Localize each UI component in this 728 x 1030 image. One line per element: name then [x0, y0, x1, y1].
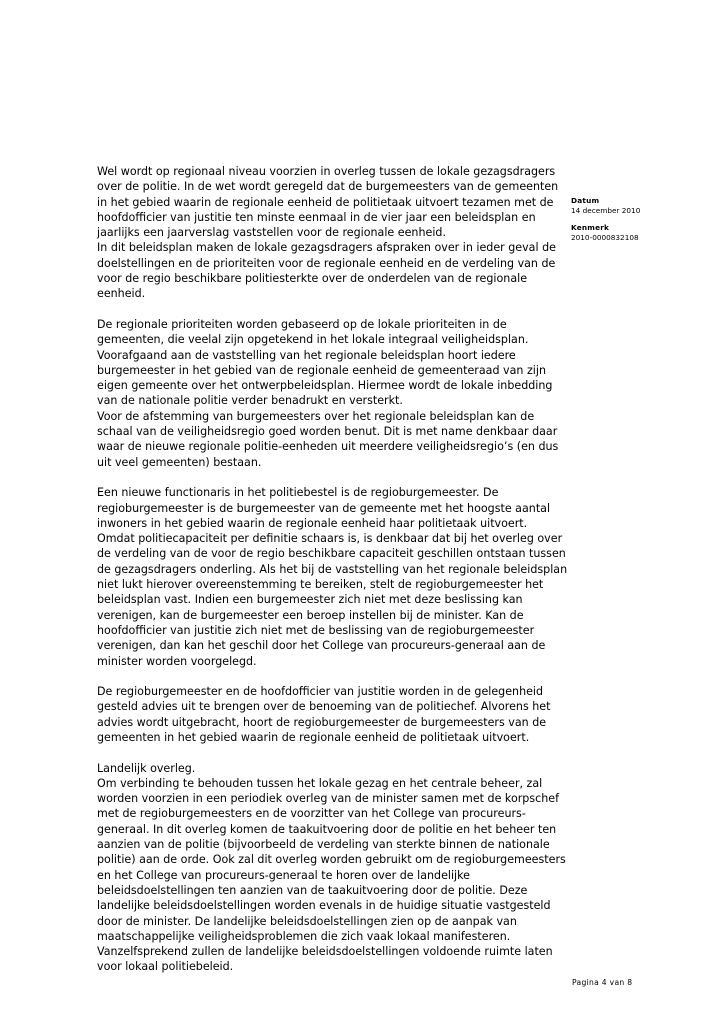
text-line: voor de regio beschikbare politiesterkte over de onderdelen van de regionale: [97, 272, 528, 286]
kenmerk-block: [571, 223, 691, 243]
text-line: maatschappelijke veiligheidsproblemen die zich vaak lokaal manifesteren.: [97, 929, 511, 943]
paragraph: [97, 485, 572, 669]
text-line: uit veel gemeenten) bestaan.: [97, 455, 262, 469]
text-line: regioburgemeester is de burgemeester van de gemeente met het hoogste aantal: [97, 501, 551, 515]
paragraph: [97, 684, 572, 745]
text-line: voor lokaal politiebeleid.: [97, 960, 234, 974]
text-line: Een nieuwe functionaris in het politiebestel is de regioburgemeester. De: [97, 486, 499, 500]
paragraph: [97, 317, 572, 470]
text-line: in het gebied waarin de regionale eenheid de politietaak uitvoert tezamen met de: [97, 195, 554, 209]
datum-block: [571, 196, 691, 216]
text-line: Omdat politiecapaciteit per definitie schaars is, is denkbaar dat bij het overleg over: [97, 532, 563, 546]
text-line: jaarlijks een jaarverslag vaststellen voor de regionale eenheid.: [97, 226, 446, 240]
text-line: advies wordt uitgebracht, hoort de regioburgemeester de burgemeesters van de: [97, 715, 547, 729]
text-line: verenigen, dan kan het geschil door het College van procureurs-generaal aan de: [97, 639, 546, 653]
text-line: aanzien van de politie (bijvoorbeeld de verdeling van sterkte binnen de nationale: [97, 838, 550, 852]
text-line: schaal van de veiligheidsregio goed worden benut. Dit is met name denkbaar daar: [97, 425, 558, 439]
text-line: gemeenten, die veelal zijn opgetekend in het lokale integraal veiligheidsplan.: [97, 333, 529, 347]
text-line: gemeenten in het gebied waarin de regionale eenheid de politietaak uitvoert.: [97, 730, 530, 744]
text-line: Wel wordt op regionaal niveau voorzien in overleg tussen de lokale gezagsdragers: [97, 165, 556, 178]
text-line: door de minister. De landelijke beleidsdoelstellingen zien op de aanpak van: [97, 914, 517, 928]
text-line: inwoners in het gebied waarin de regionale eenheid haar politietaak uitvoert.: [97, 516, 528, 530]
text-line: Om verbinding te behouden tussen het lokale gezag en het centrale beheer, zal: [97, 776, 543, 790]
text-line: In dit beleidsplan maken de lokale gezagsdragers afspraken over in ieder geval de: [97, 241, 556, 255]
text-line: worden voorzien in een periodiek overleg van de minister samen met de korpschef: [97, 792, 559, 806]
text-line: de gezagsdragers onderling. Als het bij de vaststelling van het regionale beleidsplan: [97, 562, 568, 576]
text-line: Voorafgaand aan de vaststelling van het regionale beleidsplan hoort iedere: [97, 348, 516, 362]
text-line: minister worden voorgelegd.: [97, 654, 257, 668]
page-number: Pagina 4 van 8: [572, 978, 633, 987]
text-line: De regionale prioriteiten worden gebaseerd op de lokale prioriteiten in de: [97, 317, 507, 331]
paragraph: [97, 164, 572, 302]
kenmerk-value: 2010-0000832108: [571, 233, 639, 242]
text-line: beleidsplan vast. Indien een burgemeester zich niet met deze beslissing kan: [97, 593, 523, 607]
text-line: de verdeling van de voor de regio beschikbare capaciteit geschillen ontstaan tussen: [97, 547, 566, 561]
text-line: over de politie. In de wet wordt geregeld dat de burgemeesters van de gemeenten: [97, 180, 559, 194]
paragraph: [97, 761, 572, 975]
text-line: met de regioburgemeesters en de voorzitter van het College van procureurs-: [97, 807, 526, 821]
kenmerk-label: Kenmerk: [571, 223, 610, 232]
text-line: verenigen, kan de burgemeester een beroep instellen bij de minister. Kan de: [97, 608, 524, 622]
text-line: doelstellingen en de prioriteiten voor de regionale eenheid en de verdeling van de: [97, 256, 556, 270]
text-line: Landelijk overleg.: [97, 761, 196, 775]
text-line: generaal. In dit overleg komen de taakuitvoering door de politie en het beheer ten: [97, 822, 557, 836]
text-line: De regioburgemeester en de hoofdofficier van justitie worden in de gelegenheid: [97, 685, 544, 699]
text-line: Vanzelfsprekend zullen de landelijke beleidsdoelstellingen voldoende ruimte laten: [97, 945, 553, 959]
text-line: eenheid.: [97, 287, 146, 301]
text-line: landelijke beleidsdoelstellingen worden evenals in de huidige situatie vastgesteld: [97, 899, 551, 913]
text-line: en het College van procureurs-generaal te horen over de landelijke: [97, 868, 470, 882]
text-line: van de nationale politie verder benadrukt en versterkt.: [97, 394, 403, 408]
document-body: [97, 164, 572, 990]
datum-label: Datum: [571, 196, 600, 205]
text-line: gesteld advies uit te brengen over de benoeming van de politiechef. Alvorens het: [97, 700, 551, 714]
text-line: burgemeester in het gebied van de regionale eenheid de gemeenteraad van zijn: [97, 363, 546, 377]
text-line: politie) aan de orde. Ook zal dit overleg worden gebruikt om de regioburgemeesters: [97, 853, 566, 867]
text-line: beleidsdoelstellingen ten aanzien van de taakuitvoering door de politie. Deze: [97, 883, 528, 897]
datum-value: 14 december 2010: [571, 206, 641, 215]
text-line: eigen gemeente over het ontwerpbeleidsplan. Hiermee wordt de lokale inbedding: [97, 379, 553, 393]
text-line: hoofdofficier van justitie zich niet met de beslissing van de regioburgemeester: [97, 623, 535, 637]
text-line: niet lukt hierover overeenstemming te bereiken, stelt de regioburgemeester het: [97, 578, 544, 592]
text-line: Voor de afstemming van burgemeesters over het regionale beleidsplan kan de: [97, 409, 535, 423]
text-line: hoofdofficier van justitie ten minste eenmaal in de vier jaar een beleidsplan en: [97, 210, 536, 224]
text-line: waar de nieuwe regionale politie-eenheden uit meerdere veiligheidsregio’s (en dus: [97, 440, 559, 454]
